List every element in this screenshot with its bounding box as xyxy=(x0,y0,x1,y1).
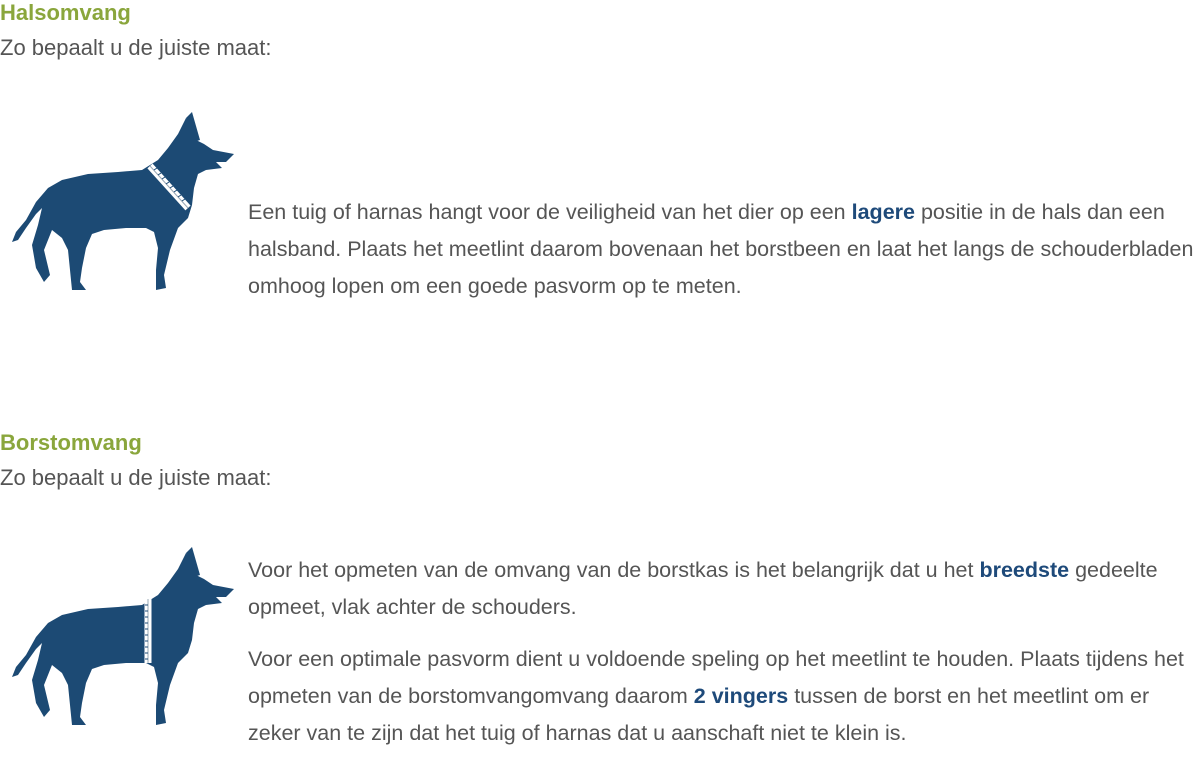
chest-subheading: Zo bepaalt u de juiste maat: xyxy=(0,465,272,490)
dog-chest-measurement-icon xyxy=(8,545,238,730)
chest-instructions-2: Voor een optimale pasvorm dient u voldoende speling op het meetlint te houden. Plaats tijdens het opmeten van de borstomvangomvang daarom 2 vingers tussen de borst en het meetlint om er zeker van te zijn dat het tuig of harnas dat u aanschaft niet te klein is. xyxy=(248,647,1184,745)
neck-instructions: Een tuig of harnas hangt voor de veiligheid van het dier op een lagere positie in de hals dan een halsband. Plaats het meetlint daarom bovenaan het borstbeen en laat het langs de schouderbladen omhoog lopen om een goede pasvorm op te meten. xyxy=(248,200,1194,298)
dog-neck-measurement-icon xyxy=(8,110,238,295)
neck-heading: Halsomvang xyxy=(0,0,131,25)
emphasis-lagere: lagere xyxy=(851,200,915,224)
chest-instructions-1: Voor het opmeten van de omvang van de borstkas is het belangrijk dat u het breedste gedeelte opmeet, vlak achter de schouders. xyxy=(248,558,1158,619)
emphasis-breedste: breedste xyxy=(979,558,1070,582)
emphasis-2-vingers: 2 vingers xyxy=(693,684,789,708)
chest-heading: Borstomvang xyxy=(0,430,142,455)
neck-subheading: Zo bepaalt u de juiste maat: xyxy=(0,35,272,60)
measuring-tape xyxy=(145,599,148,663)
